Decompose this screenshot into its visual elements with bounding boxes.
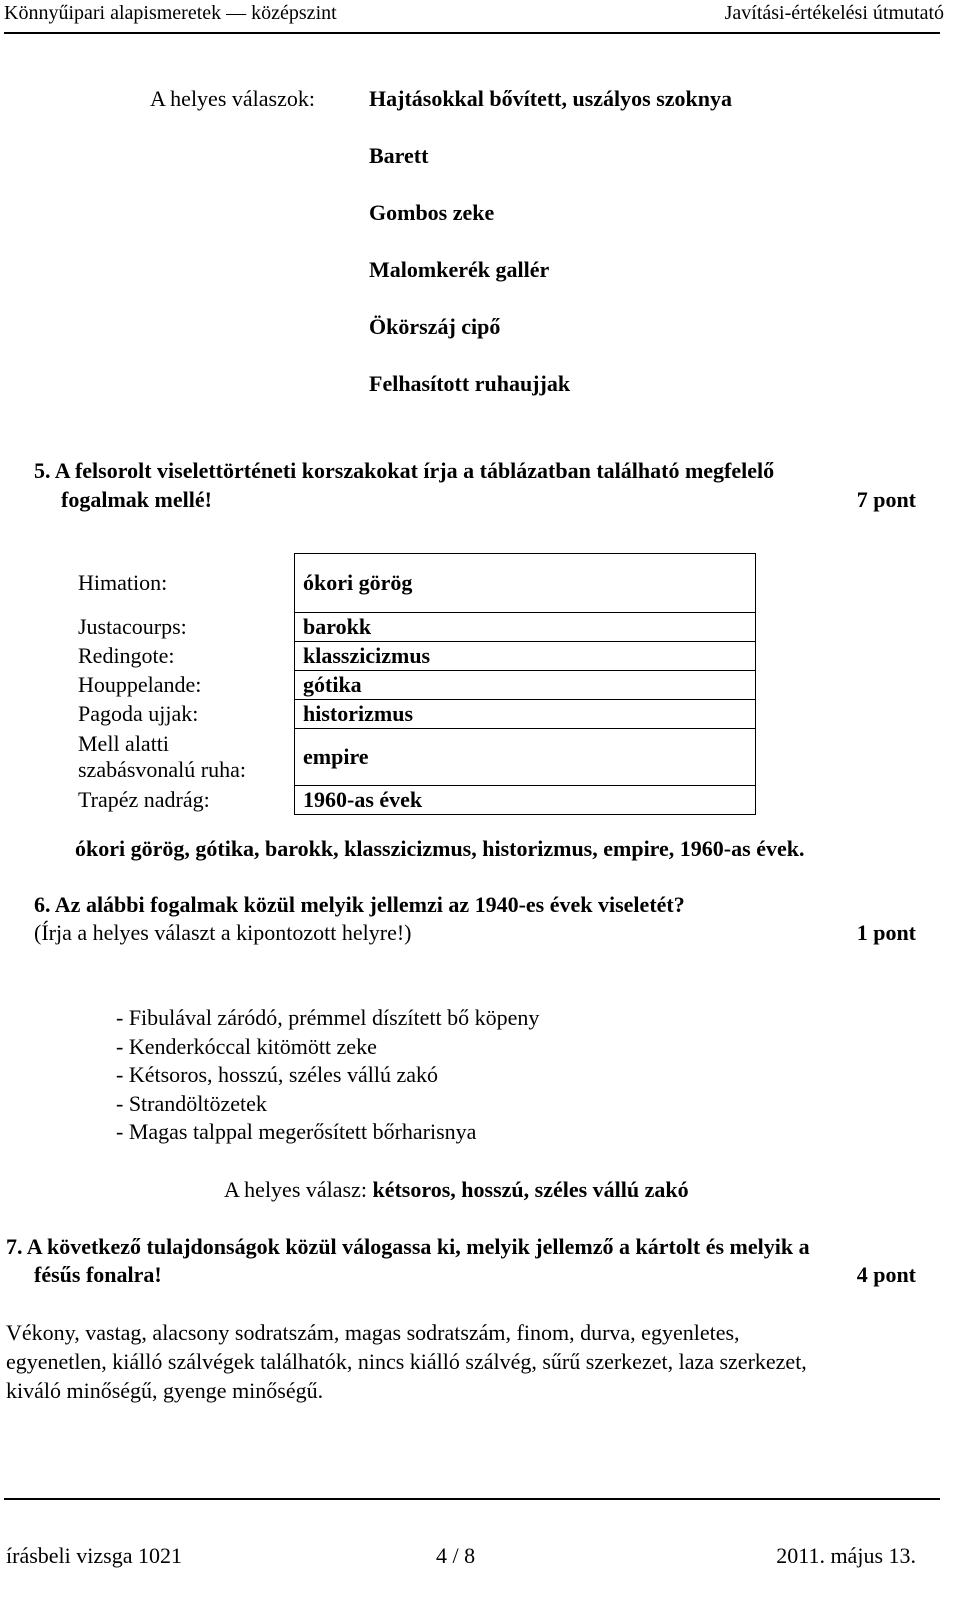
q5-title-line1: 5. A felsorolt viselettörténeti korszakokat írja a táblázatban található megfelelő xyxy=(34,458,775,483)
q6-title-line1: 6. Az alábbi fogalmak közül melyik jellemzi az 1940-es évek viseletét? xyxy=(34,892,685,917)
term-cell: Trapéz nadrág: xyxy=(78,787,210,813)
option-item: - Kétsoros, hosszú, széles vállú zakó xyxy=(116,1062,438,1087)
footer-rule xyxy=(4,1498,940,1500)
table-row xyxy=(74,554,756,613)
answer-cell: barokk xyxy=(295,613,756,642)
answer-cell: empire xyxy=(295,729,756,786)
term-cell: Houppelande: xyxy=(78,672,202,698)
option-item: - Magas talppal megerősített bőrharisnya xyxy=(116,1119,477,1144)
header-right: Javítási-értékelési útmutató xyxy=(724,2,944,24)
answer-item: Hajtásokkal bővített, uszályos szoknya xyxy=(369,86,733,111)
answer-cell: ókori görög xyxy=(295,554,756,613)
q6-answer-value: kétsoros, hosszú, széles vállú zakó xyxy=(372,1177,689,1202)
q6-answer xyxy=(224,1177,689,1203)
answer-cell: historizmus xyxy=(295,700,756,729)
answer-cell: 1960-as évek xyxy=(295,786,756,815)
q7-text-line: kiváló minőségű, gyenge minőségű. xyxy=(6,1378,324,1403)
q5-options: ókori görög, gótika, barokk, klasszicizmus, historizmus, empire, 1960-as évek. xyxy=(75,836,805,861)
q7-text xyxy=(6,1318,807,1405)
header-left: Könnyűipari alapismeretek — középszint xyxy=(4,2,337,24)
q6-answer-label: A helyes válasz: xyxy=(224,1177,367,1202)
q7-points: 4 pont xyxy=(856,1262,916,1287)
footer-right: 2011. május 13. xyxy=(776,1543,916,1568)
q7-text-line: Vékony, vastag, alacsony sodratszám, magas sodratszám, finom, durva, egyenletes, xyxy=(6,1320,740,1345)
table-row xyxy=(74,700,756,729)
table-row xyxy=(74,642,756,671)
q7-title-line2: fésűs fonalra! xyxy=(34,1262,162,1287)
answer-cell: gótika xyxy=(295,671,756,700)
term-cell: Redingote: xyxy=(78,643,175,669)
answer-cell: klasszicizmus xyxy=(295,642,756,671)
option-item: - Fibulával záródó, prémmel díszített bő köpeny xyxy=(116,1005,540,1030)
page-number: 4 / 8 xyxy=(436,1543,476,1568)
table-row xyxy=(74,729,756,786)
option-item: - Strandöltözetek xyxy=(116,1090,267,1116)
answer-item: Felhasított ruhaujjak xyxy=(369,371,571,396)
answer-item: Barett xyxy=(369,143,429,168)
q7-text-line: egyenetlen, kiálló szálvégek találhatók, nincs kiálló szálvég, sűrű szerkezet, laza szerkezet, xyxy=(6,1349,807,1374)
term-cell: Himation: xyxy=(78,570,168,596)
term-cell: Pagoda ujjak: xyxy=(78,701,199,727)
footer-left: írásbeli vizsga 1021 xyxy=(6,1543,182,1568)
header-rule xyxy=(4,32,940,34)
q5-title-line2: fogalmak mellé! xyxy=(61,487,212,512)
q5-answer-table xyxy=(74,553,756,815)
answer-item: Malomkerék gallér xyxy=(369,257,550,282)
q6-options xyxy=(116,1004,539,1147)
q6-instruction: (Írja a helyes választ a kipontozott helyre!) xyxy=(34,920,412,945)
table-row xyxy=(74,613,756,642)
table-row xyxy=(74,671,756,700)
answer-item: Gombos zeke xyxy=(369,200,495,225)
table-row xyxy=(74,786,756,815)
term-cell xyxy=(74,729,295,786)
correct-answers-label: A helyes válaszok: xyxy=(150,86,315,111)
q7-title-line1: 7. A következő tulajdonságok közül válogassa ki, melyik jellemző a kártolt és melyik a xyxy=(6,1234,810,1259)
answer-item: Ökörszáj cipő xyxy=(369,314,501,339)
option-item: - Kenderkóccal kitömött zeke xyxy=(116,1033,377,1059)
term-cell: Justacourps: xyxy=(78,614,187,640)
q5-points: 7 pont xyxy=(856,487,916,512)
term-line: szabásvonalú ruha: xyxy=(78,757,246,782)
term-line: Mell alatti xyxy=(78,731,170,757)
q6-points: 1 pont xyxy=(856,920,916,945)
